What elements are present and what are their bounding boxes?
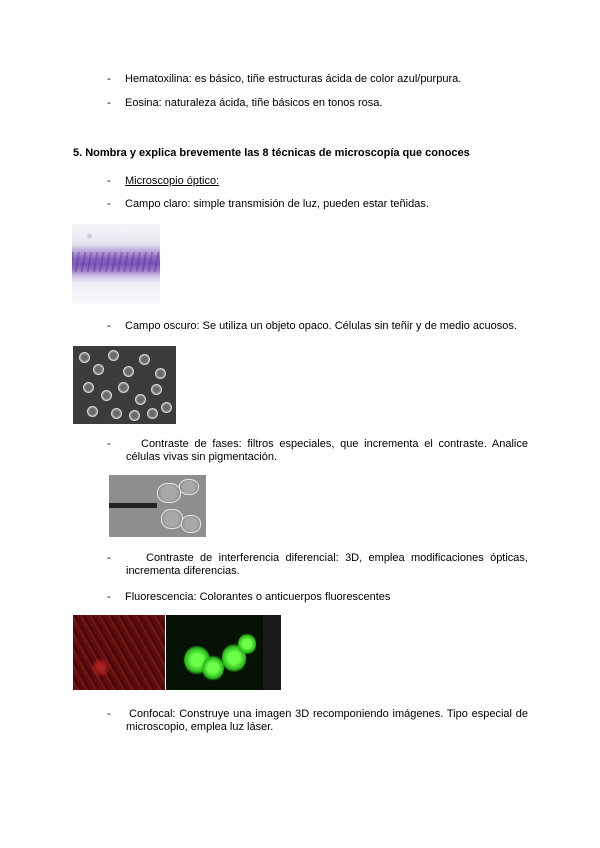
- list-dash: -: [107, 198, 111, 210]
- confocal-item: Confocal: Construye una imagen 3D recomponiendo imágenes. Tipo especial de microscopio, emplea luz láser.: [126, 708, 528, 733]
- list-dash: -: [107, 73, 111, 85]
- list-dash: -: [107, 708, 111, 720]
- list-dash: -: [107, 175, 111, 187]
- campo-claro-micrograph: [72, 224, 160, 304]
- list-dash: -: [107, 320, 111, 332]
- campo-oscuro-item: Campo oscuro: Se utiliza un objeto opaco. Células sin teñir y de medio acuosos.: [125, 320, 517, 332]
- list-dash: -: [107, 552, 111, 564]
- fluorescencia-red-micrograph: [73, 615, 165, 690]
- fluorescencia-item: Fluorescencia: Colorantes o anticuerpos fluorescentes: [125, 591, 391, 603]
- question-heading: 5. Nombra y explica brevemente las 8 técnicas de microscopía que conoces: [73, 147, 470, 159]
- hematoxilina-item: Hematoxilina: es básico, tiñe estructuras ácida de color azul/purpura.: [125, 73, 462, 85]
- campo-claro-item: Campo claro: simple transmisión de luz, pueden estar teñidas.: [125, 198, 429, 210]
- contraste-fases-item: Contraste de fases: filtros especiales, que incrementa el contraste. Analice células vivas sin pigmentación.: [126, 438, 528, 463]
- list-dash: -: [107, 438, 111, 450]
- list-dash: -: [107, 97, 111, 109]
- contraste-interferencia-item: Contraste de interferencia diferencial: 3D, emplea modificaciones ópticas, incrementa diferencias.: [126, 552, 528, 577]
- microscopio-optico-subheading: Microscopio óptico:: [125, 175, 220, 187]
- eosina-item: Eosina: naturaleza ácida, tiñe básicos en tonos rosa.: [125, 97, 383, 109]
- contraste-fases-micrograph: [109, 475, 206, 537]
- list-dash: -: [107, 591, 111, 603]
- fluorescencia-green-micrograph: [166, 615, 281, 690]
- campo-oscuro-micrograph: [73, 346, 176, 424]
